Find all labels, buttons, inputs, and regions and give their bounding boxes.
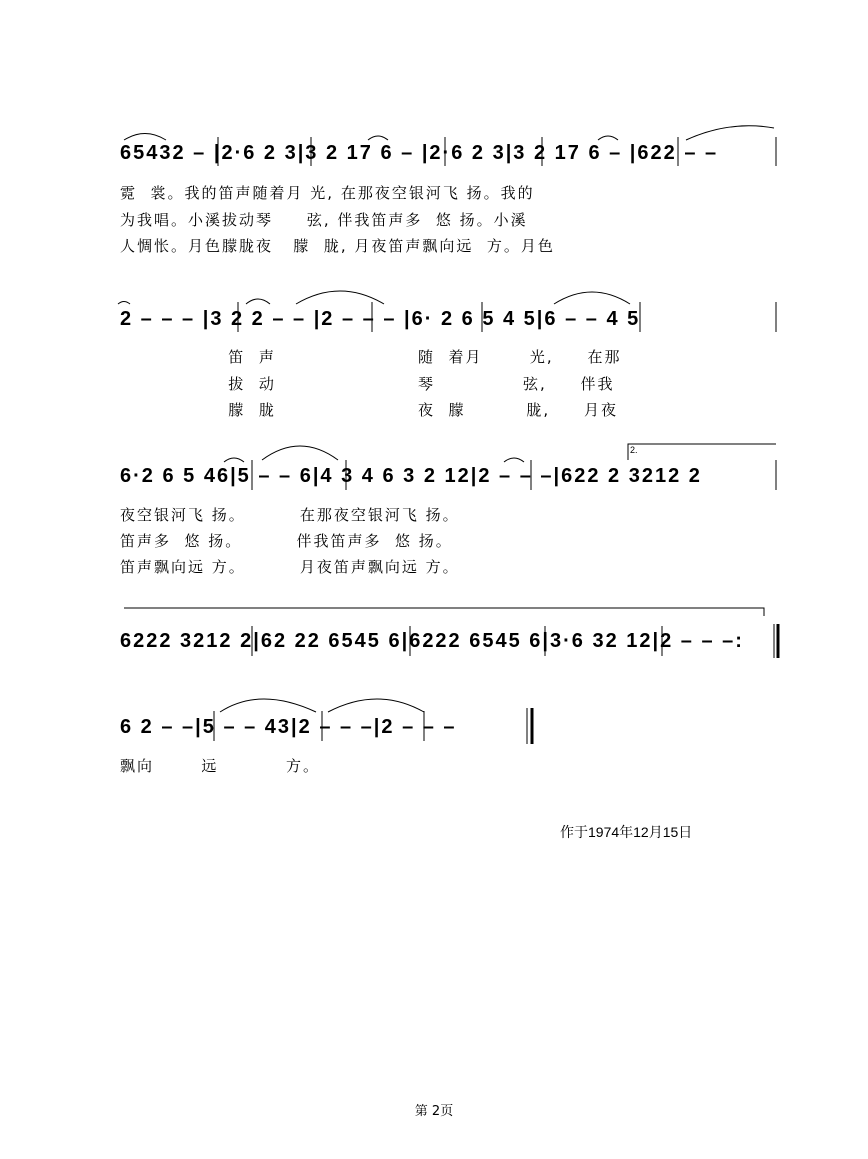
lyric-line-1-2: 为我唱。小溪拔动琴 弦, 伴我笛声多 悠 扬。小溪 [120, 211, 528, 229]
slur-4 [686, 126, 774, 140]
lyric-line-1-3: 人惆怅。月色朦胧夜 朦 胧, 月夜笛声飘向远 方。月色 [120, 237, 555, 255]
page-number: 第 2页 [414, 1104, 454, 1119]
lyric-line-2-2: 拔 动 琴 弦, 伴我 [120, 375, 615, 393]
volta-label: 2. [630, 445, 638, 455]
lyric-line-5-1: 飘向 远 方。 [120, 757, 321, 775]
lyric-line-2-1: 笛 声 随 着月 光, 在那 [120, 348, 622, 366]
lyric-line-3-2: 笛声多 悠 扬。 伴我笛声多 悠 扬。 [120, 532, 453, 550]
slur-2 [368, 136, 388, 140]
slur-1 [124, 134, 166, 141]
slur [220, 699, 316, 712]
lyric-line-3-3: 笛声飘向远 方。 月夜笛声飘向远 方。 [120, 558, 460, 576]
notation-line-4: 6222 3212 2|62 22 6545 6|6222 6545 6|3·6 32 12|2 – – –: [120, 630, 744, 652]
slur [504, 458, 524, 462]
slur [328, 699, 424, 712]
lyric-line-1-1: 霓 裳。我的笛声随着月 光, 在那夜空银河飞 扬。我的 [120, 184, 535, 202]
slur [296, 291, 384, 304]
lyric-line-2-3: 朦 胧 夜 朦 胧, 月夜 [120, 401, 619, 419]
slur [262, 446, 338, 460]
slur [224, 458, 244, 462]
notation-line-1: 65432 – |2·6 2 3|3 2 17 6 – |2·6 2 3|3 2 17 6 – |622 – – [120, 142, 719, 164]
volta-bracket [124, 608, 764, 616]
tie [118, 302, 130, 305]
lyric-line-3-1: 夜空银河飞 扬。 在那夜空银河飞 扬。 [120, 506, 460, 524]
slur [246, 299, 270, 304]
notation-line-5: 6 2 – –|5 – – 43|2 – – –|2 – – – [120, 716, 457, 738]
notation-line-3: 6·2 6 5 46|5 – – 6|4 3 4 6 3 2 12|2 – – –|622 2 3212 2 [120, 465, 702, 487]
slur [554, 292, 630, 304]
composition-date: 作于1974年12月15日 [560, 824, 693, 840]
notation-line-2: 2 – – – |3 2 2 – – |2 – – – |6· 2 6 5 4 5|6 – – 4 5 [120, 308, 641, 330]
slur-3 [598, 136, 618, 140]
volta-bracket [628, 444, 776, 460]
